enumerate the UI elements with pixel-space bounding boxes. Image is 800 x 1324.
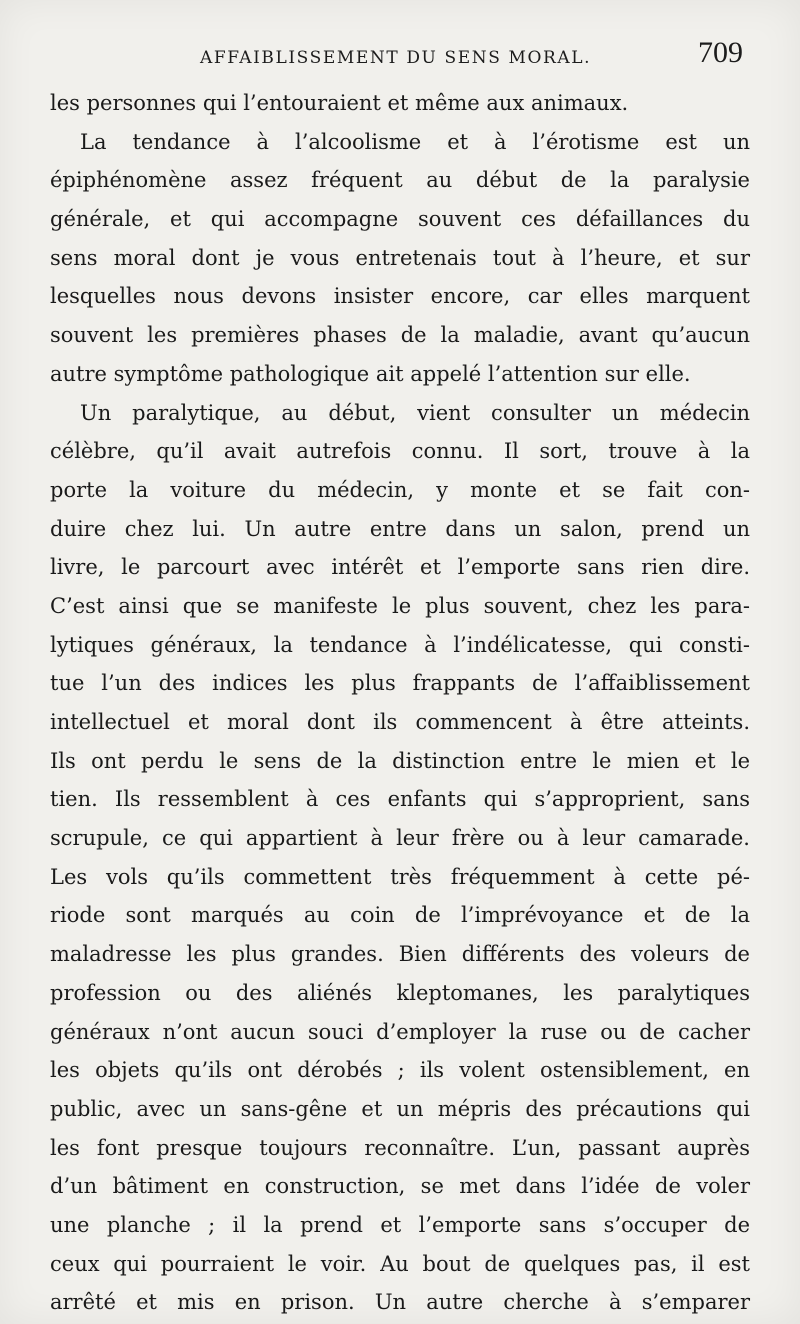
text-line: intellectuel et moral dont ils commencent à être atteints. [50,710,750,734]
text-line: public, avec un sans-gêne et un mépris des précautions qui [50,1096,750,1121]
text-line: C’est ainsi que se manifeste le plus souvent, chez les para- [50,593,750,618]
text-line: ceux qui pourraient le voir. Au bout de quelques pas, il est [50,1251,750,1276]
text-line: La tendance à l’alcoolisme et à l’érotisme est un [80,129,750,154]
text-line: une planche ; il la prend et l’emporte sans s’occuper de [50,1212,750,1237]
text-line: Les vols qu’ils commettent très fréquemment à cette pé- [50,864,750,889]
text-line: les personnes qui l’entouraient et même aux animaux. [50,91,629,115]
text-line: tue l’un des indices les plus frappants de l’affaiblissement [50,671,750,696]
text-line: célèbre, qu’il avait autrefois connu. Il sort, trouve à la [50,439,750,464]
running-title: AFFAIBLISSEMENT DU SENS MORAL. [200,48,592,68]
text-line: les objets qu’ils ont dérobés ; ils volent ostensiblement, en [50,1058,750,1083]
text-line: tien. Ils ressemblent à ces enfants qui s’approprient, sans [50,787,750,812]
text-line: arrêté et mis en prison. Un autre cherche à s’emparer [50,1290,750,1315]
text-line: porte la voiture du médecin, y monte et se fait con- [50,477,750,502]
text-line: lytiques généraux, la tendance à l’indélicatesse, qui consti- [50,632,750,657]
text-line: maladresse les plus grandes. Bien différents des voleurs de [50,942,750,967]
text-line: les font presque toujours reconnaître. L’un, passant auprès [50,1135,750,1160]
text-line: d’un bâtiment en construction, se met dans l’idée de voler [50,1174,750,1199]
text-line: scrupule, ce qui appartient à leur frère ou à leur camarade. [50,826,750,851]
text-line: autre symptôme pathologique ait appelé l’attention sur elle. [50,361,691,386]
text-line: riode sont marqués au coin de l’imprévoyance et de la [50,903,750,928]
text-line: sens moral dont je vous entretenais tout à l’heure, et sur [50,245,750,270]
text-line: générale, et qui accompagne souvent ces défaillances du [50,207,750,232]
text-line: souvent les premières phases de la maladie, avant qu’aucun [50,323,750,348]
text-line: profession ou des aliénés kleptomanes, les paralytiques [50,980,750,1005]
text-line: épiphénomène assez fréquent au début de la paralysie [50,168,750,193]
text-line: lesquelles nous devons insister encore, car elles marquent [50,284,750,309]
body-text [50,84,750,1322]
text-line: Ils ont perdu le sens de la distinction entre le mien et le [50,748,750,773]
text-line: généraux n’ont aucun souci d’employer la ruse ou de cacher [50,1019,750,1044]
text-line: livre, le parcourt avec intérêt et l’emporte sans rien dire. [50,555,750,580]
text-line: Un paralytique, au début, vient consulter un médecin [80,400,750,425]
text-line: duire chez lui. Un autre entre dans un salon, prend un [50,516,750,541]
page-header [0,36,800,76]
page-number: 709 [698,36,743,69]
